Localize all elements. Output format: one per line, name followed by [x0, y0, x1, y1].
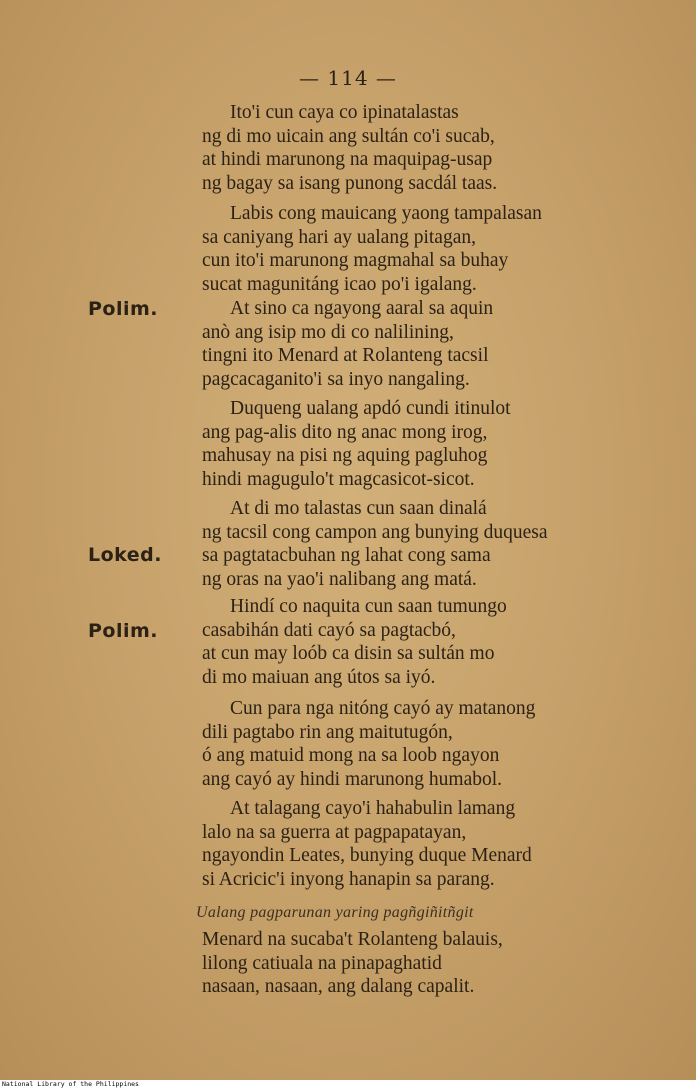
verse-line: At talagang cayo'i hahabulin lamang [230, 798, 516, 819]
verse-line: anò ang isip mo di co nalilining, [202, 321, 454, 343]
verse-line: Cun para nga nitóng cayó ay matanong [230, 698, 536, 719]
stanza-3 [202, 297, 672, 391]
verse-line: Hindí co naquita cun saan tumungo [230, 596, 507, 617]
verse-line: ng bagay sa isang punong sacdál taas. [202, 172, 498, 194]
stanza-6 [202, 595, 672, 689]
verse-line: dili pagtabo rin ang maitutugón, [202, 721, 453, 743]
verse-line: di mo maiuan ang útos sa iyó. [202, 666, 436, 688]
stanza-7 [202, 697, 672, 791]
verse-line: Duqueng ualang apdó cundi itinulot [230, 398, 511, 419]
verse-line: nasaan, nasaan, ang dalang capalit. [202, 976, 475, 998]
verse-line: at hindi marunong na maquipag-usap [202, 149, 493, 171]
verse-line: sa pagtatacbuhan ng lahat cong sama [202, 545, 491, 567]
stage-direction: Ualang pagparunan yaring pagñgiñitñgit [196, 904, 474, 921]
verse-line: pagcacaganito'i sa inyo nangaling. [202, 368, 470, 390]
verse-line: ng di mo uicain ang sultán co'i sucab, [202, 125, 495, 147]
closing-stanza [202, 928, 672, 999]
verse-line: at cun may loób ca disin sa sultán mo [202, 643, 495, 665]
verse-line: si Acricic'i inyong hanapin sa parang. [202, 868, 495, 890]
verse-line: ngayondin Leates, bunying duque Menard [202, 845, 532, 867]
stanza-5 [202, 497, 672, 591]
verse-line: Labis cong mauicang yaong tampalasan [230, 203, 542, 224]
verse-line: mahusay na pisi ng aquing pagluhog [202, 445, 488, 467]
verse-line: ang cayó ay hindi marunong humabol. [202, 768, 503, 790]
verse-line: Ito'i cun caya co ipinatalastas [230, 102, 459, 123]
library-footer: National Library of the Philippines [0, 1080, 696, 1088]
verse-line: Menard na sucaba't Rolanteng balauis, [202, 929, 503, 950]
verse-line: cun ito'i marunong magmahal sa buhay [202, 250, 509, 272]
verse-line: ng tacsil cong campon ang bunying duquesa [202, 521, 548, 543]
page-number: — 114 — [299, 66, 397, 90]
verse-line: ó ang matuid mong na sa loob ngayon [202, 745, 500, 767]
verse-line: tingni ito Menard at Rolanteng tacsil [202, 345, 489, 367]
verse-line: At di mo talastas cun saan dinalá [230, 498, 487, 519]
stanza-8 [202, 797, 672, 891]
speaker-loked: Loked. [88, 544, 162, 566]
speaker-polim-second: Polim. [88, 620, 159, 642]
stanza-1 [202, 101, 672, 195]
stanza-2 [202, 202, 672, 296]
verse-line: sucat magunitáng icao po'i igalang. [202, 273, 477, 295]
verse-line: At sino ca ngayong aaral sa aquin [230, 298, 494, 319]
speaker-polim: Polim. [88, 298, 159, 320]
verse-line: casabihán dati cayó sa pagtacbó, [202, 619, 456, 641]
verse-line: lalo na sa guerra at pagpapatayan, [202, 821, 467, 843]
verse-line: hindi magugulo't magcasicot-sicot. [202, 468, 475, 490]
stanza-4 [202, 397, 672, 491]
verse-line: sa caniyang hari ay ualang pitagan, [202, 226, 476, 248]
verse-line: lilong catiuala na pinapaghatid [202, 952, 442, 974]
verse-line: ang pag-alis dito ng anac mong irog, [202, 421, 488, 443]
verse-line: ng oras na yao'i nalibang ang matá. [202, 568, 477, 590]
